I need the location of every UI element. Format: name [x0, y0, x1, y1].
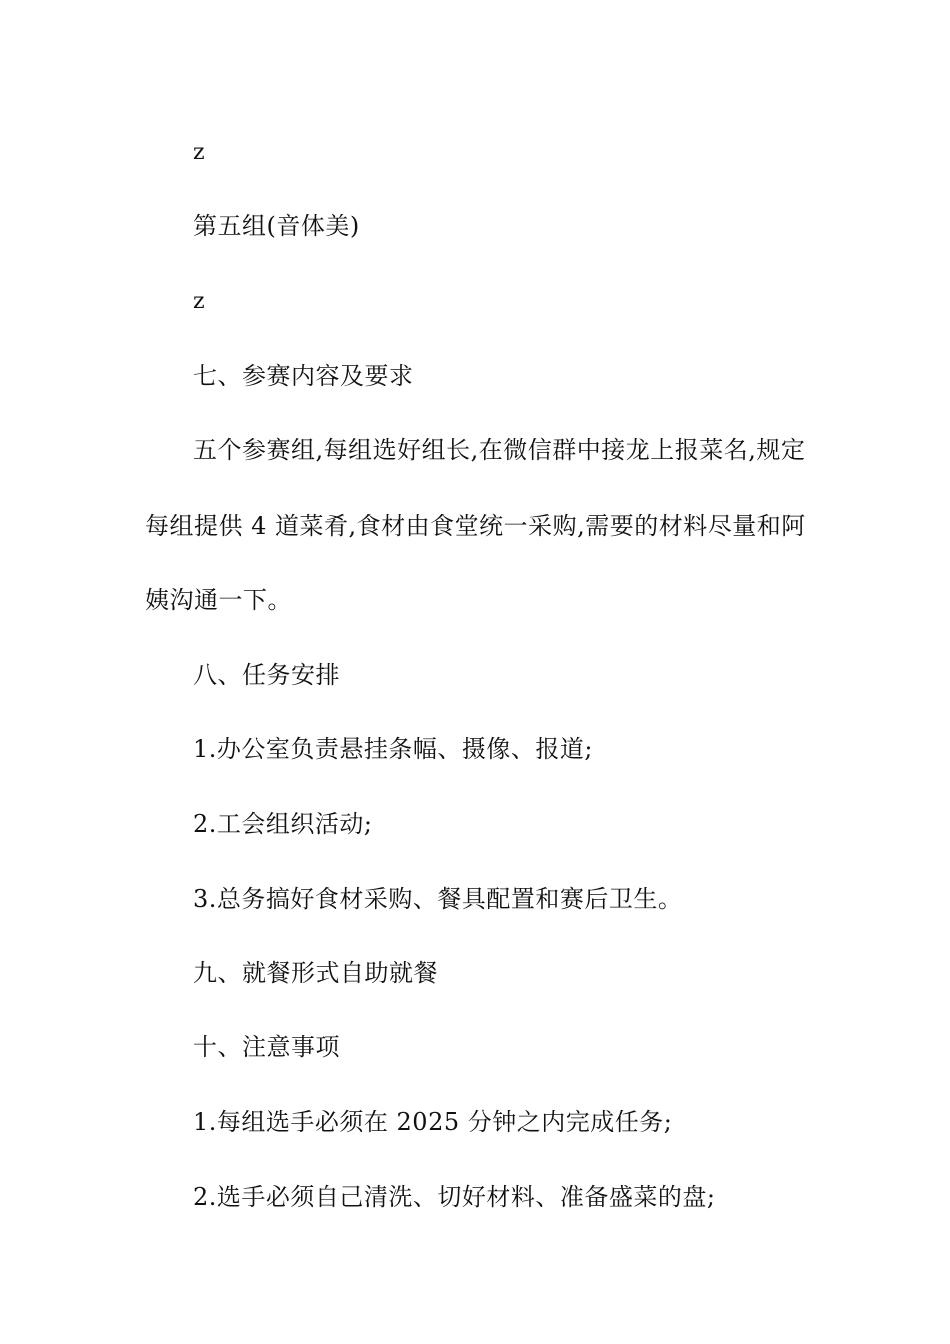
task-item-2: 2.工会组织活动; — [193, 810, 373, 838]
paragraph-line-1: 五个参赛组,每组选好组长,在微信群中接龙上报菜名,规定 — [193, 436, 806, 464]
section-eight-heading: 八、任务安排 — [193, 661, 340, 689]
section-ten-heading: 十、注意事项 — [193, 1033, 340, 1061]
paragraph-line-3: 姨沟通一下。 — [145, 586, 292, 614]
notice-item-1: 1.每组选手必须在 2025 分钟之内完成任务; — [193, 1108, 673, 1136]
placeholder-line-2: z — [193, 289, 206, 314]
section-nine-heading: 九、就餐形式自助就餐 — [193, 959, 438, 987]
group-five-heading: 第五组(音体美) — [193, 212, 360, 240]
task-item-1: 1.办公室负责悬挂条幅、摄像、报道; — [193, 735, 593, 763]
placeholder-line-1: z — [193, 140, 206, 165]
section-seven-heading: 七、参赛内容及要求 — [193, 362, 414, 390]
task-item-3: 3.总务搞好食材采购、餐具配置和赛后卫生。 — [193, 885, 683, 913]
paragraph-line-2: 每组提供 4 道菜肴,食材由食堂统一采购,需要的材料尽量和阿 — [145, 512, 806, 540]
notice-item-2: 2.选手必须自己清洗、切好材料、准备盛菜的盘; — [193, 1183, 716, 1211]
